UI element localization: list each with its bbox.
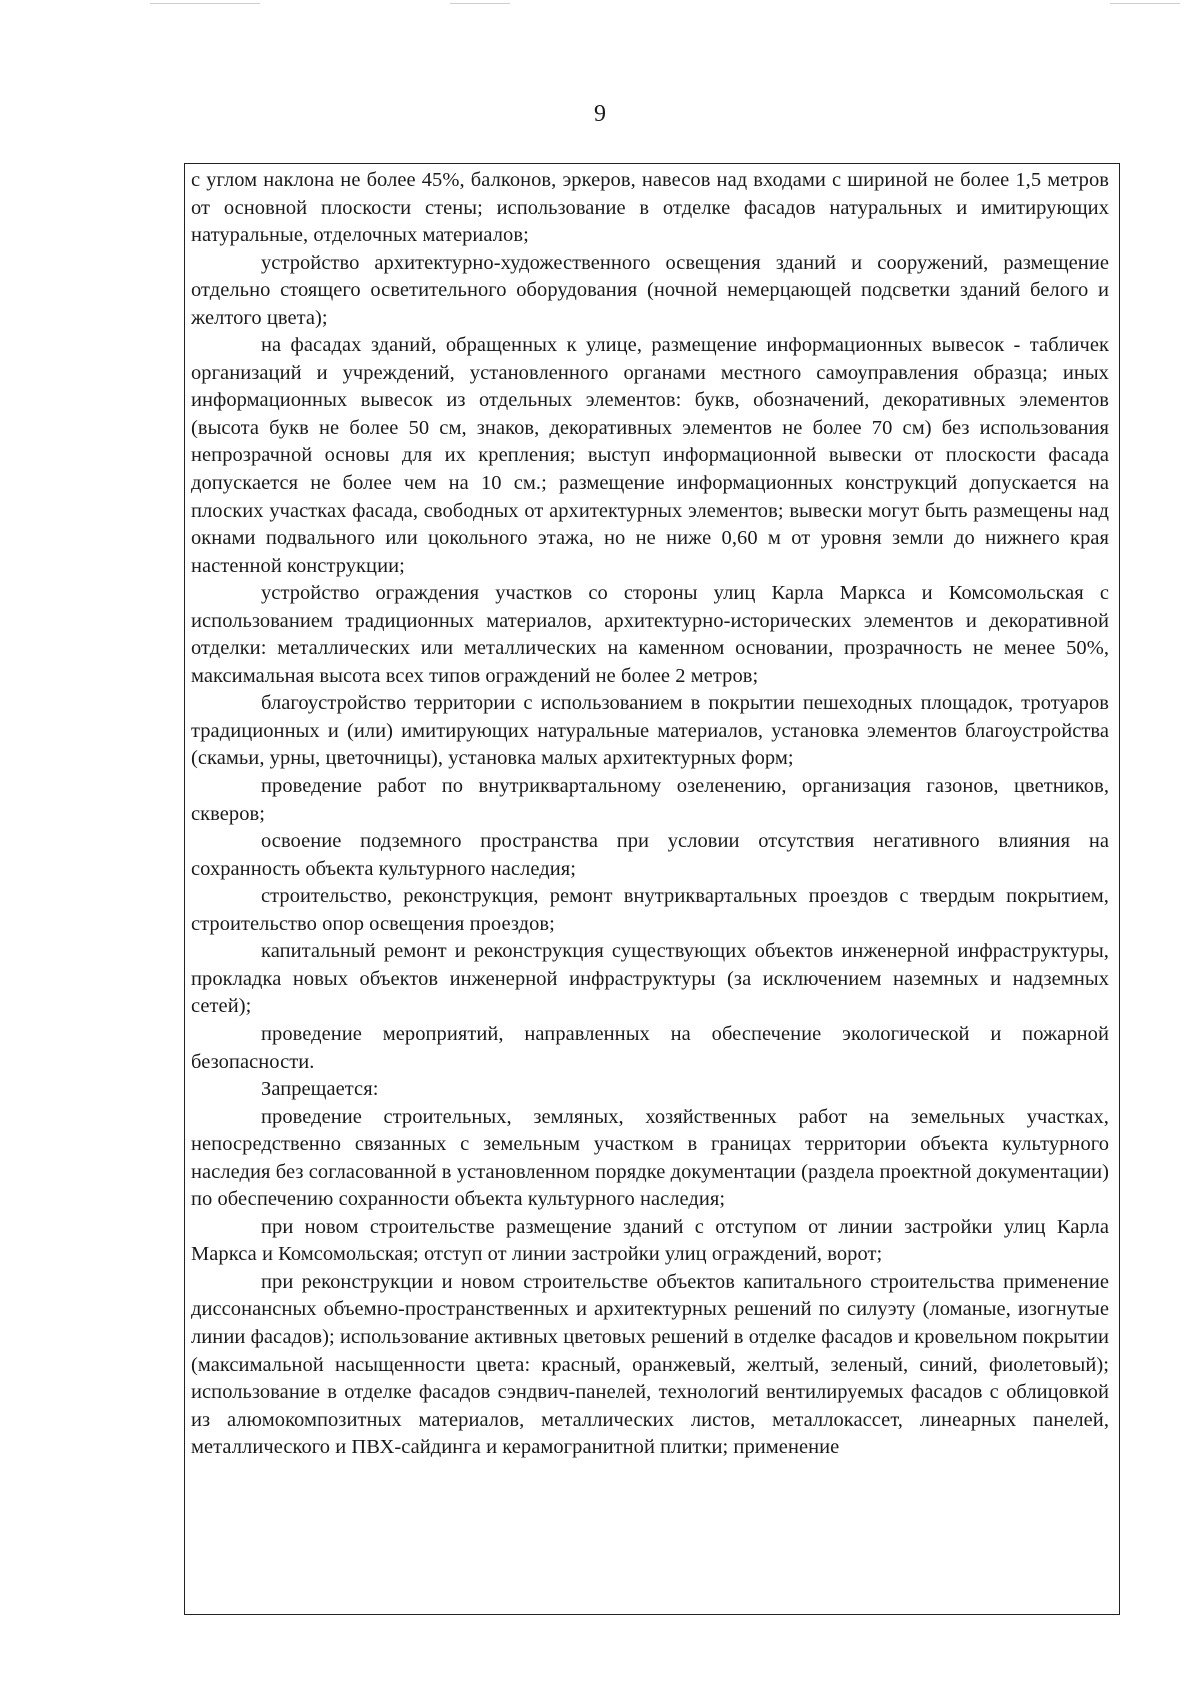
paragraph-lighting: устройство архитектурно-художественного освещения зданий и сооружений, размещение отдельно стоящего осветительного оборудования (ночной немерцающей подсветки зданий белого и желтого цвета); <box>191 251 1109 329</box>
paragraph-facade-elements: с углом наклона не более 45%, балконов, эркеров, навесов над входами с шириной не более 1,5 метров от основной плоскости стены; использование в отделке фасадов натуральных и имитирующих натуральные, отделочных материалов; <box>191 169 1109 247</box>
paragraph-dissonant-solutions: при реконструкции и новом строительстве объектов капитального строительства применение диссонансных объемно-пространственных и архитектурных решений по силуэту (ломаные, изогнутые линии фасадов); использование активных цветовых решений в отделке фасадов и кровельном покрытии (максимальной насыщенности цвета: красный, оранжевый, желтый, зеленый, синий, фиолетовый); использование в отделке фасадов сэндвич-панелей, технологий вентилируемых фасадов с облицовкой из алюмокомпозитных материалов, металлических листов, металлокассет, линеарных панелей, металлического и ПВХ-сайдинга и керамогранитной плитки; применение <box>191 1270 1109 1459</box>
scan-artifact <box>450 3 510 4</box>
scan-artifact <box>1110 3 1180 4</box>
paragraph-infrastructure: капитальный ремонт и реконструкция существующих объектов инженерной инфраструктуры, прокладка новых объектов инженерной инфраструктуры (за исключением наземных и надземных сетей); <box>191 940 1109 1018</box>
paragraph-earthworks: проведение строительных, земляных, хозяйственных работ на земельных участках, непосредственно связанных с земельным участком в границах территории объекта культурного наследия без согласованной в установленном порядке документации (раздела проектной документации) по обеспечению сохранности объекта культурного наследия; <box>191 1105 1109 1211</box>
paragraph-greening: проведение работ по внутриквартальному озеленению, организация газонов, цветников, скверов; <box>191 775 1109 825</box>
paragraph-fencing: устройство ограждения участков со стороны улиц Карла Маркса и Комсомольская с использованием традиционных материалов, архитектурно-исторических элементов и декоративной отделки: металлических или металлических на каменном основании, прозрачность не менее 50%, максимальная высота всех типов ограждений не более 2 метров; <box>191 582 1109 687</box>
paragraph-signage: на фасадах зданий, обращенных к улице, размещение информационных вывесок - табличек организаций и учреждений, установленного органами местного самоуправления образца; иных информационных вывесок из отдельных элементов: букв, обозначений, декоративных элементов (высота букв не более 50 см, знаков, декоративных элементов не более 70 см) без использования непрозрачной основы для их крепления; выступ информационной вывески от плоскости фасада допускается не более чем на 10 см.; размещение информационных конструкций допускается на плоских участках фасада, свободных от архитектурных элементов; вывески могут быть размещены над окнами подвального или цокольного этажа, но не ниже 0,60 м от уровня земли до нижнего края настенной конструкции; <box>191 334 1109 577</box>
paragraph-setback: при новом строительстве размещение зданий с отступом от линии застройки улиц Карла Маркса и Комсомольская; отступ от линии застройки улиц ограждений, ворот; <box>191 1215 1109 1266</box>
paragraph-driveways: строительство, реконструкция, ремонт внутриквартальных проездов с твердым покрытием, строительство опор освещения проездов; <box>191 885 1109 935</box>
section-heading-prohibited: Запрещается: <box>261 1078 379 1101</box>
page-number: 9 <box>594 101 606 127</box>
paragraph-safety: проведение мероприятий, направленных на обеспечение экологической и пожарной безопасности. <box>191 1022 1109 1073</box>
paragraph-underground-space: освоение подземного пространства при условии отсутствия негативного влияния на сохранность объекта культурного наследия; <box>191 830 1109 880</box>
scan-artifact <box>150 3 260 4</box>
document-text-frame <box>184 163 1120 1615</box>
paragraph-landscaping: благоустройство территории с использованием в покрытии пешеходных площадок, тротуаров традиционных и (или) имитирующих натуральные материалов, установка элементов благоустройства (скамьи, урны, цветочницы), установка малых архитектурных форм; <box>191 692 1109 770</box>
